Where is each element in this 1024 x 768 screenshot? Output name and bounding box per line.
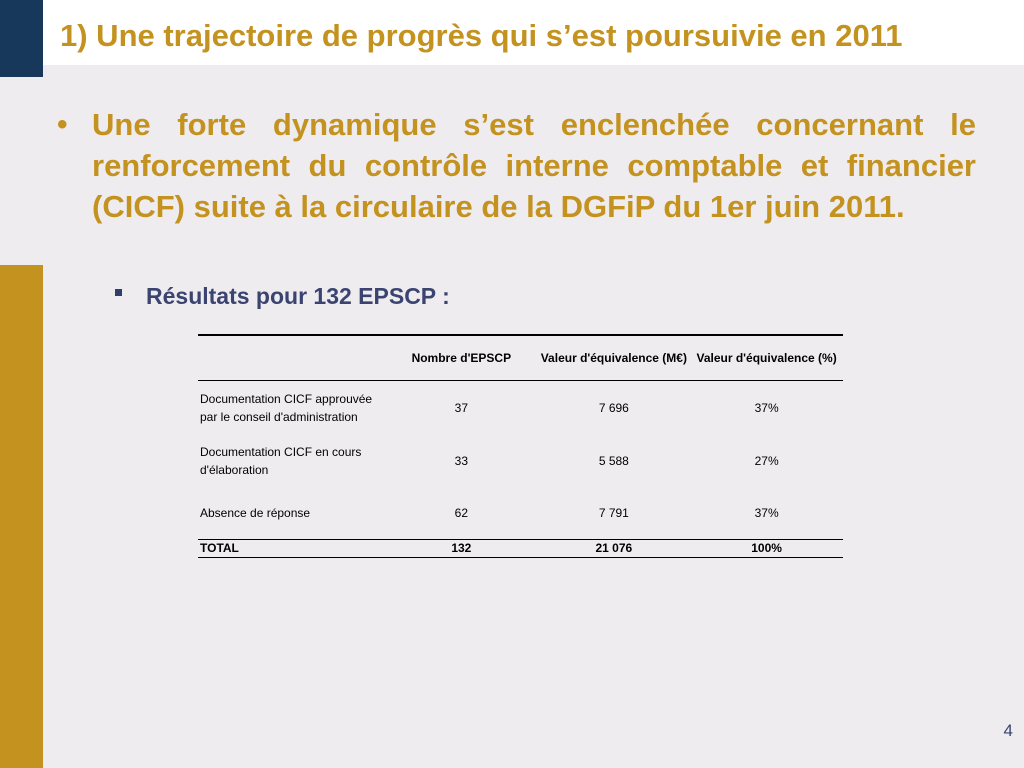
row-count: 62 <box>454 505 469 520</box>
row-label: Absence de réponse <box>200 505 311 520</box>
row-value-meur: 7 791 <box>598 505 629 520</box>
row-label: Documentation CICF en cours d'élaboration <box>200 444 362 477</box>
row-count: 33 <box>454 453 469 468</box>
row-label: Documentation CICF approuvée par le conseil d'administration <box>200 392 373 424</box>
slide-title: 1) Une trajectoire de progrès qui s’est poursuivie en 2011 <box>60 18 903 53</box>
main-bullet-text: Une forte dynamique s’est enclenchée concernant le renforcement du contrôle interne comptable et financier (CICF) suite à la circulaire de la DGFiP du 1er juin 2011. <box>92 107 976 224</box>
table-row <box>198 435 843 486</box>
header-value-meur: Valeur d'équivalence (M€) <box>537 335 690 381</box>
total-value-pct: 100% <box>690 540 843 558</box>
row-value-pct: 37% <box>754 505 779 520</box>
row-value-pct: 37% <box>754 401 779 415</box>
row-value-meur: 5 588 <box>598 453 629 468</box>
page-number: 4 <box>1003 721 1013 740</box>
bullet-icon: • <box>57 108 68 141</box>
total-count: 132 <box>385 540 537 558</box>
table-row <box>198 486 843 540</box>
left-accent-navy <box>0 0 43 77</box>
results-table <box>198 334 843 558</box>
row-value-meur: 7 696 <box>598 401 629 415</box>
row-count: 37 <box>454 401 469 415</box>
header-value-pct: Valeur d'équivalence (%) <box>690 335 843 381</box>
sub-bullet-text: Résultats pour 132 EPSCP : <box>146 283 450 309</box>
left-accent-gold <box>0 265 43 768</box>
total-label: TOTAL <box>198 540 385 558</box>
table-row <box>198 381 843 436</box>
row-value-pct: 27% <box>754 453 779 468</box>
table-total-row <box>198 540 843 558</box>
header-label <box>198 335 385 381</box>
table-header-row <box>198 335 843 381</box>
total-value-meur: 21 076 <box>537 540 690 558</box>
square-bullet-icon <box>115 289 122 296</box>
header-count: Nombre d'EPSCP <box>385 335 537 381</box>
